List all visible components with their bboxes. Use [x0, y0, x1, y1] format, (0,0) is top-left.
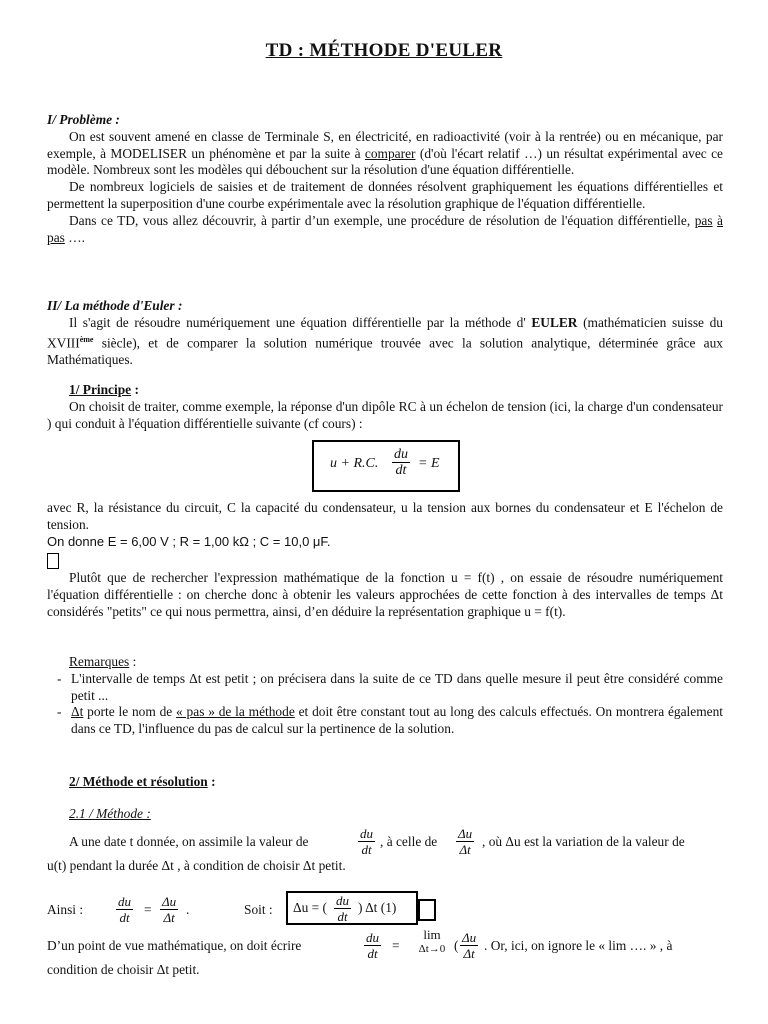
limit-expression [410, 928, 454, 956]
text: Δu = ( [293, 900, 328, 915]
paragraph: Plutôt que de rechercher l'expression mathématique de la fonction u = f(t) , on essaie de résoudre numériquement l'équation différentielle : on cherche donc à obtenir les valeurs approchées de cette fonction à des intervalles de temps Δt considérés "petits" ce qui nous permettra, ainsi, d’en déduire la représentation graphique u = f(t). [47, 570, 723, 619]
section-principe [47, 382, 723, 432]
superscript: ème [79, 334, 94, 344]
page-title: TD : MÉTHODE D'EULER [265, 40, 503, 61]
section-heading: II/ La méthode d'Euler : [47, 298, 183, 313]
empty-box-icon [418, 899, 436, 921]
fraction-denominator: Δt [459, 842, 471, 857]
text: condition de choisir Δt petit. [47, 962, 200, 977]
text: On est souvent amené en classe de Terminale S, en électricité, en radioactivité (voir à la rentrée) ou en mécanique, par exemple, à MODELISER un phénomène et par la suite à [47, 128, 723, 161]
text: A une date t donnée, on assimile la valeur de [69, 834, 309, 849]
text: , où Δu est la variation de la valeur de [482, 834, 685, 849]
text: L'intervalle de temps Δt est petit ; on précisera dans la suite de ce TD dans quelle mesure il peut être considéré comme petit ... [71, 670, 723, 703]
limit-subscript: Δt→0 [418, 943, 446, 955]
section-principe-cont [47, 500, 723, 550]
text: …. [64, 229, 85, 245]
text: (d'où l'écart relatif …) un résultat expérimental avec ce modèle. Nombreux sont les modèles qui débouchent sur la résolution d'une équation différentielle. [47, 145, 723, 178]
text: , à celle de [380, 834, 438, 849]
derivative-fraction [392, 447, 410, 478]
fraction-denominator: dt [367, 946, 378, 961]
fraction-numerator: du [394, 447, 408, 462]
text: u(t) pendant la durée Δt , à condition de choisir Δt petit. [47, 858, 346, 873]
fraction-denominator: dt [395, 463, 407, 478]
text: . [186, 902, 190, 917]
text: ( [454, 938, 459, 953]
text: = [144, 902, 152, 917]
fraction-denominator: dt [361, 842, 372, 857]
text: = [392, 938, 400, 953]
remarks-heading [47, 654, 723, 671]
fraction-denominator: dt [119, 910, 130, 925]
limit-label: lim [423, 927, 441, 942]
fraction-numerator: du [366, 930, 379, 945]
fraction-numerator: Δu [458, 826, 473, 841]
paragraph: On choisit de traiter, comme exemple, la réponse d'un dipôle RC à un échelon de tension (ici, la charge d'un condensateur ) qui conduit à l'équation différentielle suivante (cf cours) : [47, 398, 723, 431]
section-methode [47, 774, 723, 791]
paragraph [47, 315, 723, 369]
delta-fraction [160, 894, 178, 925]
text: . Or, ici, on ignore le « lim …. » , à [484, 938, 673, 953]
text: (mathématicien suisse du XVIII [47, 314, 723, 351]
fraction-denominator: Δt [463, 946, 475, 961]
text: porte le nom de [83, 704, 177, 720]
section-remarques [47, 654, 723, 738]
text: Ainsi : [47, 902, 84, 917]
fraction-numerator: du [336, 893, 349, 908]
fraction-denominator: Δt [163, 910, 175, 925]
equation-right: = E [418, 456, 440, 471]
paragraph [47, 129, 723, 179]
text: Dans ce TD, vous allez découvrir, à partir d’un exemple, une procédure de résolution de l'équation différentielle, [69, 212, 695, 228]
fraction-numerator: du [360, 826, 373, 841]
bullet-dash: - [57, 670, 62, 686]
section-euler [47, 298, 723, 369]
empty-box-icon [47, 553, 59, 569]
paragraph: De nombreux logiciels de saisies et de traitement de données résolvent graphiquement les équations différentielles et permettent la superposition d'une courbe expérimentale avec la résolution graphique de l'équation différentielle. [47, 179, 723, 211]
text: D’un point de vue mathématique, on doit écrire [47, 938, 302, 953]
derivative-fraction [334, 893, 351, 924]
section-heading: I/ Problème : [47, 112, 120, 127]
equation-left: u + R.C. [330, 456, 379, 471]
heading-text: 2/ Méthode et résolution [69, 774, 208, 789]
bullet-dash: - [57, 704, 62, 720]
section-problem [47, 112, 723, 246]
underlined-text: pas [694, 212, 713, 228]
underlined-text: pas [47, 229, 65, 245]
text: : [207, 774, 216, 789]
text: siècle), et de comparer la solution numérique trouvée avec la solution analytique, déterminée grâce aux Mathématiques. [47, 335, 723, 367]
fraction-numerator: Δu [462, 930, 477, 945]
text: ) Δt (1) [358, 900, 397, 915]
text: : [131, 382, 139, 397]
derivative-fraction [116, 894, 133, 925]
derivative-fraction [364, 930, 381, 961]
underlined-text: Δt [71, 704, 84, 720]
text: Il s'agit de résoudre numériquement une équation différentielle par la méthode d' [69, 314, 532, 330]
underlined-text: comparer [364, 145, 416, 161]
result-box [286, 891, 418, 925]
delta-fraction [456, 826, 474, 857]
underlined-text: « pas » de la méthode [176, 704, 295, 720]
subsection-heading [47, 382, 723, 399]
paragraph: avec R, la résistance du circuit, C la capacité du condensateur, u la tension aux bornes du condensateur et E l'échelon de tension. [47, 500, 723, 532]
text: Soit : [244, 902, 273, 917]
fraction-denominator: dt [337, 909, 348, 924]
differential-equation-box [312, 440, 460, 492]
given-values: On donne E = 6,00 V ; R = 1,00 kΩ ; C = 10,0 μF. [47, 533, 331, 549]
text: et doit être constant tout au long des calculs effectués. On montrera également dans ce TD, l'influence du pas de calcul sur la pertinence de la solution. [71, 704, 723, 737]
sub-heading: 2.1 / Méthode : [69, 806, 151, 821]
fraction-numerator: Δu [162, 894, 177, 909]
section-principe-p4 [47, 570, 723, 620]
fraction-numerator: du [118, 894, 131, 909]
heading-text: 1/ Principe [69, 382, 132, 397]
subsection-heading [47, 774, 723, 791]
heading-text: Remarques [69, 654, 130, 669]
underlined-text: à [717, 212, 723, 228]
list-item [47, 704, 723, 738]
delta-fraction [460, 930, 478, 961]
bold-text: EULER [531, 314, 578, 330]
derivative-fraction [358, 826, 375, 857]
list-item [47, 671, 723, 705]
paragraph [47, 213, 723, 247]
text: : [129, 654, 137, 669]
